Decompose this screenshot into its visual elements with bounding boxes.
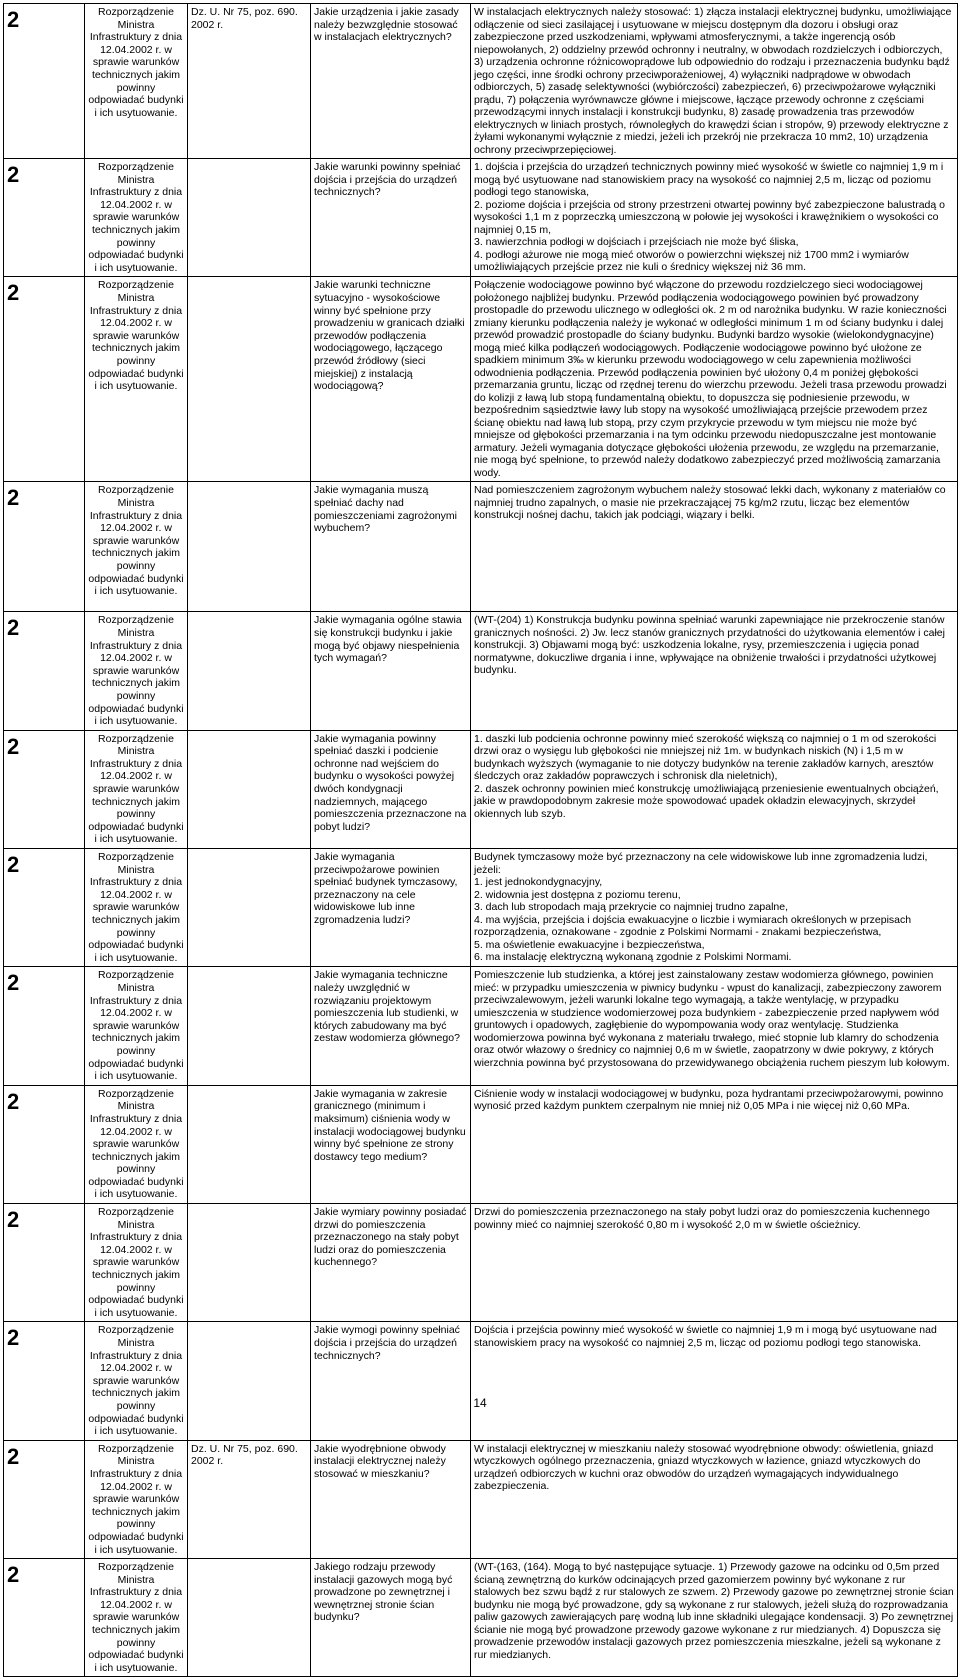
answer-paragraph: 3. dach lub stropodach mają przekrycie co najmniej trudno zapalne,	[474, 901, 789, 914]
journal-reference	[188, 612, 311, 730]
journal-reference	[188, 1559, 311, 1677]
answer-text	[471, 159, 958, 277]
questions-table-body	[4, 4, 958, 1677]
answer-paragraph: 2. poziome dojścia i przejścia od strony przestrzeni otwartej powinny być zabezpieczone balustradą o wysokości 1,1 m z poprzeczką umieszczoną w połowie jej wysokości i krawężnikiem o wysokości co najmniej 0,15 m,	[474, 198, 945, 236]
question-text: Jakie wymogi powinny spełniać dojścia i przejścia do urządzeń technicznych?	[311, 1322, 471, 1440]
answer-text	[471, 277, 958, 482]
question-text: Jakie wymagania powinny spełniać daszki i podcienie ochronne nad wejściem do budynku o wysokości powyżej dwóch kondygnacji nadziemnych, mającego pomieszczenia przeznaczone na pobyt ludzi?	[311, 730, 471, 848]
table-row	[4, 1204, 958, 1322]
answer-paragraph: 4. podłogi ażurowe nie mogą mieć otworów o powierzchni większej niż 1700 mm2 i wymiarów umożliwiających przejście przez nie kuli o średnicy większej niż 36 mm.	[474, 248, 909, 273]
row-number: 2	[4, 277, 85, 482]
question-text: Jakie wymagania muszą spełniać dachy nad pomieszczeniami zagrożonymi wybuchem?	[311, 482, 471, 612]
answer-text	[471, 1204, 958, 1322]
question-text: Jakiego rodzaju przewody instalacji gazowych mogą być prowadzone po zewnętrznej i wewnętrznej stronie ścian budynku?	[311, 1559, 471, 1677]
journal-reference	[188, 1322, 311, 1440]
question-text: Jakie wymagania w zakresie granicznego (minimum i maksimum) ciśnienia wody w instalacji wodociągowej budynku winny być spełnione ze strony dostawcy tego medium?	[311, 1085, 471, 1203]
question-text: Jakie wymagania przeciwpożarowe powinien spełniać budynek tymczasowy, przeznaczony na cele widowiskowe lub inne zgromadzenia ludzi?	[311, 849, 471, 967]
answer-paragraph: Pomieszczenie lub studzienka, a której jest zainstalowany zestaw wodomierza głównego, powinien mieć: w przypadku umieszczenia w piwnicy budynku - wpust do kanalizacji, zabezpieczony zaworem przeciwzalewowym, jeżeli warunki lokalne tego wymagają, a także wentylację, w przypadku umieszczenia w studzience wodomierzowej poza budynkiem - zabezpieczenie przed napływem wód gruntowych i opadowych, zagłębienie do wypompowania wody oraz wentylację. Studzienka wodomierzowa powinna być wykonana z materiału trwałego, mieć stopnie lub klamry do schodzenia oraz otwór włazowy o średnicy co najmniej 0,6 m w świetle, zaopatrzony w dwie pokrywy, z których wierzchnia powinna być przystosowana do przewidywanego obciążenia ruchem pieszym lub kołowym.	[474, 969, 950, 1069]
answer-text	[471, 730, 958, 848]
source-regulation: Rozporządzenie Ministra Infrastruktury z dnia 12.04.2002 r. w sprawie warunków technicznych jakim powinny odpowiadać budynki i ich usytuowanie.	[85, 1322, 188, 1440]
answer-paragraph: 2. widownia jest dostępna z poziomu terenu,	[474, 888, 681, 901]
source-regulation: Rozporządzenie Ministra Infrastruktury z dnia 12.04.2002 r. w sprawie warunków technicznych jakim powinny odpowiadać budynki i ich usytuowanie.	[85, 277, 188, 482]
row-number: 2	[4, 482, 85, 612]
page-number: 14	[473, 1396, 487, 1410]
answer-text	[471, 612, 958, 730]
answer-paragraph: 3. nawierzchnia podłogi w dojściach i przejściach nie może być śliska,	[474, 236, 799, 248]
answer-text	[471, 1559, 958, 1677]
source-regulation: Rozporządzenie Ministra Infrastruktury z dnia 12.04.2002 r. w sprawie warunków technicznych jakim powinny odpowiadać budynki i ich usytuowanie.	[85, 1204, 188, 1322]
row-number: 2	[4, 612, 85, 730]
table-row	[4, 1559, 958, 1677]
journal-reference	[188, 967, 311, 1085]
journal-reference	[188, 1204, 311, 1322]
journal-reference: Dz. U. Nr 75, poz. 690. 2002 r.	[188, 4, 311, 159]
table-row	[4, 1322, 958, 1440]
answer-paragraph: 5. ma oświetlenie ewakuacyjne i bezpieczeństwa,	[474, 938, 705, 951]
table-row	[4, 482, 958, 612]
source-regulation: Rozporządzenie Ministra Infrastruktury z dnia 12.04.2002 r. w sprawie warunków technicznych jakim powinny odpowiadać budynki i ich usytuowanie.	[85, 612, 188, 730]
source-regulation: Rozporządzenie Ministra Infrastruktury z dnia 12.04.2002 r. w sprawie warunków technicznych jakim powinny odpowiadać budynki i ich usytuowanie.	[85, 1085, 188, 1203]
answer-paragraph: 2. daszek ochronny powinien mieć konstrukcję umożliwiającą przeniesienie ewentualnych obciążeń, jakie w prawdopodobnym zakresie może spowodować upadek okładzin elewacyjnych, skrzydeł okiennych lub szyb.	[474, 782, 939, 820]
question-text: Jakie wymiary powinny posiadać drzwi do pomieszczenia przeznaczonego na stały pobyt ludzi oraz do pomieszczenia kuchennego?	[311, 1204, 471, 1322]
source-regulation: Rozporządzenie Ministra Infrastruktury z dnia 12.04.2002 r. w sprawie warunków technicznych jakim powinny odpowiadać budynki i ich usytuowanie.	[85, 4, 188, 159]
row-number: 2	[4, 730, 85, 848]
answer-paragraph: Połączenie wodociągowe powinno być włączone do przewodu rozdzielczego sieci wodociągowej położonego najbliżej budynku. Przewód podłączenia wodociągowego powinien być prowadzony prostopadle do przewodu ulicznego w odległości ok. 2 m od narożnika budynku. W razie konieczności zmiany kierunku podłączenia należy je wykonać w odległości minimum 1 m od ściany budynku i dalej przewód prowadzić prostopadle do ściany budynku. Budynki bardzo wysokie (wielokondygnacyjne) mogą mieć kilka podłączeń wodociągowych. Podłączenie wodociągowe powinno być ułożone ze spadkiem minimum 3‰ w kierunku przewodu wodociągowego w celu zapewnienia możliwości odwodnienia podłączenia. Przewód podłączenia powinien być ułożony 0,4 m poniżej głębokości przemarzania gruntu, licząc od rzędnej terenu do wierzchu przewodu. Jeżeli trasa przewodu prowadzi do kolizji z ławą lub stopą fundamentalną obiektu, to dopuszcza się podniesienie przewodu, w bezpośrednim sąsiedztwie ławy lub stopy na wysokość umożliwiającą przejście przewodem przez ścianę obiektu nad ławą lub stopą, przy czym przykrycie przewodu w tym miejscu nie może być mniejsze od głębokości przemarzania i na tym odcinku przewodu niedopuszczalne jest montowanie armatury. Jeżeli wymagania dotyczące głębokości ułożenia przewodu, ze względu na przemarzanie, nie mogą być spełnione, to przewód należy dodatkowo zabezpieczyć przed możliwością zamarzania wody.	[474, 279, 947, 479]
row-number: 2	[4, 1322, 85, 1440]
answer-paragraph: 1. dojścia i przejścia do urządzeń technicznych powinny mieć wysokość w świetle co najmniej 1,9 m i mogą być usytuowane nad stanowiskiem pracy na wysokość co najmniej 2,5 m, licząc od poziomu podłogi tego stanowiska,	[474, 161, 944, 198]
question-text: Jakie urządzenia i jakie zasady należy bezwzględnie stosować w instalacjach elektrycznych?	[311, 4, 471, 159]
journal-reference: Dz. U. Nr 75, poz. 690. 2002 r.	[188, 1440, 311, 1558]
row-number: 2	[4, 1559, 85, 1677]
answer-paragraph: 1. daszki lub podcienia ochronne powinny mieć szerokość większą co najmniej o 1 m od szerokości drzwi oraz o wysięgu lub głębokości nie mniejszej niż 1m. w budynkach niskich (N) i 1,5 m w budynkach wyższych (wymaganie to nie dotyczy budynków na terenie zakładów karnych, aresztów śledczych oraz zakładów poprawczych i schronisk dla nieletnich),	[474, 732, 937, 783]
answer-text	[471, 482, 958, 612]
source-regulation: Rozporządzenie Ministra Infrastruktury z dnia 12.04.2002 r. w sprawie warunków technicznych jakim powinny odpowiadać budynki i ich usytuowanie.	[85, 730, 188, 848]
source-regulation: Rozporządzenie Ministra Infrastruktury z dnia 12.04.2002 r. w sprawie warunków technicznych jakim powinny odpowiadać budynki i ich usytuowanie.	[85, 1440, 188, 1558]
row-number: 2	[4, 4, 85, 159]
journal-reference	[188, 849, 311, 967]
answer-paragraph: Dojścia i przejścia powinny mieć wysokość w świetle co najmniej 1,9 m i mogą być usytuowane nad stanowiskiem pracy na wysokość co najmniej 2,5 m, licząc od poziomu podłogi tego stanowiska.	[474, 1324, 937, 1349]
question-text: Jakie wymagania ogólne stawia się konstrukcji budynku i jakie mogą być objawy niespełnienia tych wymagań?	[311, 612, 471, 730]
row-number: 2	[4, 1085, 85, 1203]
source-regulation: Rozporządzenie Ministra Infrastruktury z dnia 12.04.2002 r. w sprawie warunków technicznych jakim powinny odpowiadać budynki i ich usytuowanie.	[85, 159, 188, 277]
row-number: 2	[4, 159, 85, 277]
table-row	[4, 849, 958, 967]
answer-text	[471, 967, 958, 1085]
table-row	[4, 730, 958, 848]
answer-text	[471, 1440, 958, 1558]
row-number: 2	[4, 1440, 85, 1558]
table-row	[4, 277, 958, 482]
table-row	[4, 1440, 958, 1558]
answer-paragraph: W instalacji elektrycznej w mieszkaniu należy stosować wyodrębnione obwody: oświetlenia, gniazd wtyczkowych ogólnego przeznaczenia, gniazd wtyczkowych w łazience, gniazd wtyczkowych do urządzeń odbiorczych w kuchni oraz obwodów do urządzeń wymagających indywidualnego zabezpieczenia.	[474, 1442, 934, 1493]
row-number: 2	[4, 1204, 85, 1322]
answer-text	[471, 4, 958, 159]
answer-paragraph: 1. jest jednokondygnacyjny,	[474, 876, 603, 889]
source-regulation: Rozporządzenie Ministra Infrastruktury z dnia 12.04.2002 r. w sprawie warunków technicznych jakim powinny odpowiadać budynki i ich usytuowanie.	[85, 482, 188, 612]
answer-paragraph: (WT-(163, (164). Mogą to być następujące sytuacje. 1) Przewody gazowe na odcinku od 0,5m przed ścianą zewnętrzną do kurków odcinających przed gazomierzem powinny być wykonane z rur stalowych bez szwu bądź z rur stalowych ze szwem. 2) Przewody gazowe po zewnętrznej stronie ścian budynku nie mogą być prowadzone, gdy są wykonane z rur stalowych, jeżeli służą do rozprowadzania paliw gazowych zawierających parę wodną lub inne składniki ulegające kondensacji. 3) Po zewnętrznej ścianie nie mogą być prowadzone przewody gazowe wykonane z rur miedzianych. 4) Dopuszcza się prowadzenie przewodów instalacji gazowych przez pomieszczenia mieszkalne, jeżeli są wykonane z rur miedzianych.	[474, 1561, 954, 1661]
journal-reference	[188, 277, 311, 482]
answer-paragraph: Budynek tymczasowy może być przeznaczony na cele widowiskowe lub inne zgromadzenia ludzi, jeżeli:	[474, 851, 928, 876]
answer-text	[471, 1322, 958, 1440]
journal-reference	[188, 482, 311, 612]
source-regulation: Rozporządzenie Ministra Infrastruktury z dnia 12.04.2002 r. w sprawie warunków technicznych jakim powinny odpowiadać budynki i ich usytuowanie.	[85, 849, 188, 967]
table-row	[4, 4, 958, 159]
question-text: Jakie wymagania techniczne należy uwzględnić w rozwiązaniu projektowym pomieszczenia lub studienki, w których zabudowany ma być zestaw wodomierza głównego?	[311, 967, 471, 1085]
answer-paragraph: W instalacjach elektrycznych należy stosować: 1) złącza instalacji elektrycznej budynku, umożliwiające odłączenie od sieci zasilającej i usytuowane w miejscu dostępnym dla dozoru i obsługi oraz zabezpieczone przed uszkodzeniami, wpływami atmosferycznymi, a także ingerencją osób niepowołanych, 2) oddzielny przewód ochronny i neutralny, w obwodach rozdzielczych i odbiorczych, 3) urządzenia ochronne różnicowoprądowe lub odpowiednio do rodzaju i przeznaczenia budynku bądź jego części, inne środki ochrony przeciwporażeniowej, 4) wyłączniki nadprądowe w obwodach odbiorczych, 5) zasadę selektywności (wybiórczości) zabezpieczeń, 6) przeciwpożarowe wyłączniki prądu, 7) połączenia wyrównawcze główne i miejscowe, łączące przewody ochronne z częściami przewodzącymi innych instalacji i konstrukcji budynku, 8) zasadę prowadzenia tras przewodów elektrycznych w liniach prostych, równoległych do krawędzi ścian i stropów, 9) przewody elektryczne z żyłami wykonanymi wyłącznie z miedzi, jeżeli ich przekrój nie przekracza 10 mm2, 10) urządzenia ochrony przeciwprzepięciowej.	[474, 6, 952, 156]
answer-text	[471, 849, 958, 967]
question-text: Jakie warunki powinny spełniać dojścia i przejścia do urządzeń technicznych?	[311, 159, 471, 277]
question-text: Jakie warunki techniczne sytuacyjno - wysokościowe winny być spełnione przy prowadzeniu w granicach działki przewodów podłączenia wodociągowego, łączącego przewód źródłowy (sieci miejskiej) z instalacją wodociągową?	[311, 277, 471, 482]
answer-paragraph: Ciśnienie wody w instalacji wodociągowej w budynku, poza hydrantami przeciwpożarowymi, powinno wynosić przed każdym punktem czerpalnym nie mniej niż 0,05 MPa i nie więcej niż 0,60 MPa.	[474, 1087, 944, 1113]
table-row	[4, 612, 958, 730]
journal-reference	[188, 159, 311, 277]
table-row	[4, 967, 958, 1085]
answer-paragraph: Nad pomieszczeniem zagrożonym wybuchem należy stosować lekki dach, wykonany z materiałów co najmniej trudno zapalnych, o masie nie przekraczającej 75 kg/m2 rzutu, licząc bez elementów konstrukcji nośnej dachu, takich jak podciągi, wiązary i belki.	[474, 484, 946, 522]
question-text: Jakie wyodrębnione obwody instalacji elektrycznej należy stosować w mieszkaniu?	[311, 1440, 471, 1558]
answer-paragraph: 4. ma wyjścia, przejścia i dojścia ewakuacyjne o liczbie i wymiarach określonych w przepisach rozporządzenia, oznakowane - zgodnie z Polskimi Normami - znakami bezpieczeństwa,	[474, 913, 912, 939]
table-row	[4, 159, 958, 277]
row-number: 2	[4, 849, 85, 967]
answer-paragraph: Drzwi do pomieszczenia przeznaczonego na stały pobyt ludzi oraz do pomieszczenia kuchennego powinny mieć co najmniej szerokość 0,80 m i wysokość 2,0 m w świetle ościeżnicy.	[474, 1206, 930, 1231]
answer-text	[471, 1085, 958, 1203]
table-row	[4, 1085, 958, 1203]
answer-paragraph: 6. ma instalację elektryczną wykonaną zgodnie z Polskimi Normami.	[474, 951, 792, 964]
journal-reference	[188, 730, 311, 848]
source-regulation: Rozporządzenie Ministra Infrastruktury z dnia 12.04.2002 r. w sprawie warunków technicznych jakim powinny odpowiadać budynki i ich usytuowanie.	[85, 967, 188, 1085]
questions-table	[3, 3, 958, 1677]
answer-paragraph: (WT-(204) 1) Konstrukcja budynku powinna spełniać warunki zapewniające nie przekroczenie stanów granicznych nośności. 2) Jw. lecz stanów granicznych przydatności do użytkowania elementów i całej konstrukcji. 3) Objawami mogą być: uszkodzenia lokalne, rysy, przemieszczenia i ugięcia ponad normatywne, dokuczliwe drgania i inne, wpływające na obniżenie trwałości i przydatności użytkowej budynku.	[474, 614, 945, 677]
row-number: 2	[4, 967, 85, 1085]
journal-reference	[188, 1085, 311, 1203]
source-regulation: Rozporządzenie Ministra Infrastruktury z dnia 12.04.2002 r. w sprawie warunków technicznych jakim powinny odpowiadać budynki i ich usytuowanie.	[85, 1559, 188, 1677]
